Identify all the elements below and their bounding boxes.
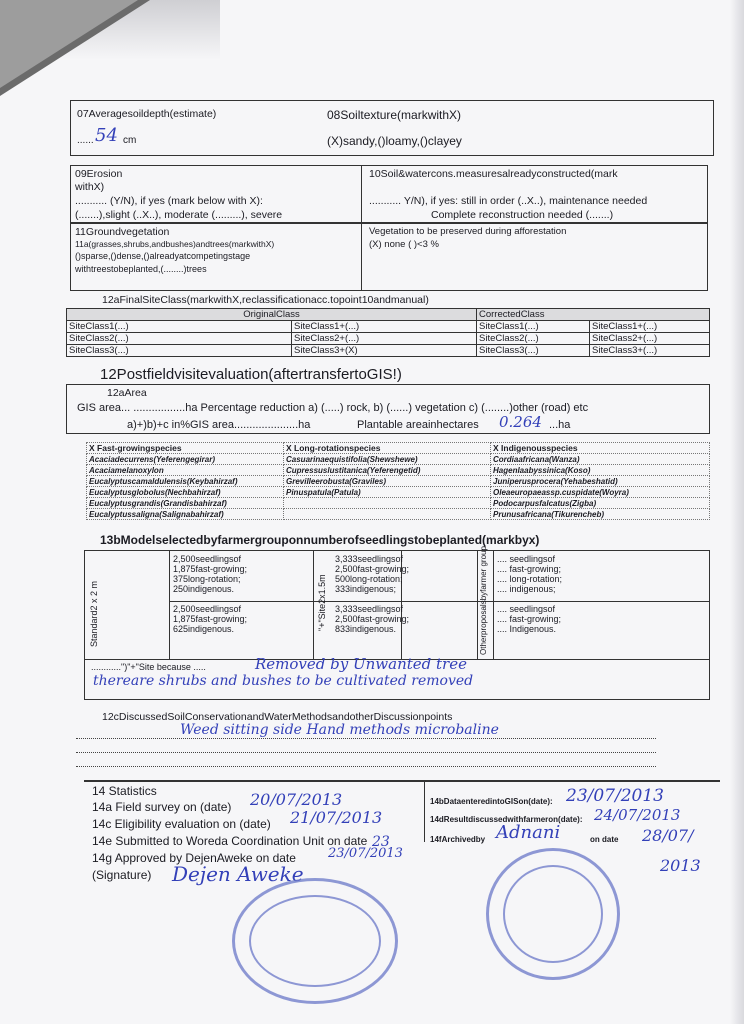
- species-cell: Acaciadecurrens(Yeferengegirar): [87, 454, 284, 465]
- archived-date: 28/07/: [642, 826, 694, 845]
- s09-line2: withX): [75, 181, 105, 193]
- model-line: 3,333seedlingsof: [335, 554, 404, 564]
- table-row: [87, 498, 710, 509]
- species-cell: Podocarpusfalcatus(Zigba): [491, 498, 710, 509]
- section-12-area: [66, 384, 710, 434]
- page-edge-shadow: [730, 0, 744, 1024]
- model-line: .... seedlingsof: [497, 554, 556, 564]
- s07-prefix: ......: [77, 135, 94, 146]
- fast-growing-mark: X: [89, 443, 95, 453]
- s08-label: 08Soiltexture(markwithX): [327, 108, 462, 122]
- s10-line2: ........... Y/N), if yes: still in order (..X..), maintenance needed: [369, 195, 648, 207]
- approved-date: 23/07/2013: [328, 846, 403, 861]
- model-cell: [497, 604, 561, 634]
- plantable-unit: ...ha: [549, 419, 571, 431]
- long-rotation-header: Long-rotationspecies: [294, 443, 381, 453]
- official-stamp-left: [232, 878, 398, 1004]
- s12-area-label: 12aArea: [107, 387, 147, 399]
- species-cell: Eucalyptusglobolus(Nechbahirzaf): [87, 487, 284, 498]
- model-cell: [173, 554, 247, 594]
- indigenous-header: Indigenousspecies: [501, 443, 578, 453]
- species-cell: Grevilleerobusta(Graviles): [284, 476, 491, 487]
- site-class-cell: SiteClass1+(...): [590, 321, 710, 333]
- official-stamp-right: [486, 848, 620, 980]
- s07-label: 07Averagesoildepth(estimate): [77, 108, 217, 120]
- species-cell: Cordiaafricana(Wanza): [491, 454, 710, 465]
- site-class-cell: SiteClass2(...): [67, 333, 292, 345]
- table-row: [67, 333, 710, 345]
- site-class-cell: SiteClass1(...): [67, 321, 292, 333]
- s12-title: 12Postfieldvisitevaluation(aftertransfertoGIS!): [100, 366, 402, 383]
- approved-label: 14g Approved by DejenAweke on date: [92, 851, 296, 865]
- site-class-cell: SiteClass2+(...): [292, 333, 477, 345]
- plantable-label: Plantable areainhectares: [357, 419, 479, 431]
- model-line: .... fast-growing;: [497, 614, 562, 624]
- s07-unit: cm: [123, 135, 137, 146]
- species-cell: Eucalyptuscamaldulensis(Keybahirzaf): [87, 476, 284, 487]
- species-cell: Oleaeuropaeassp.cuspidate(Woyra): [491, 487, 710, 498]
- veg-options: (X) none ( )<3 %: [369, 239, 439, 250]
- species-cell: Eucalyptussaligna(Salignabahirzaf): [87, 509, 284, 520]
- table-row: [87, 476, 710, 487]
- site-class-cell: SiteClass1(...): [477, 321, 590, 333]
- table-row: [67, 345, 710, 357]
- s07-value: 54: [95, 125, 118, 146]
- site-class-cell: SiteClass3(...): [67, 345, 292, 357]
- s11-line2: 11a(grasses,shrubs,andbushes)andtrees(markwithX): [75, 239, 275, 249]
- long-rotation-mark: X: [286, 443, 292, 453]
- s11-line3: ()sparse,()dense,()alreadyatcompetingstage: [75, 251, 251, 261]
- s11-label: 11Groundvegetation: [75, 226, 170, 238]
- s11-line4: withtreestobeplanted,(........)trees: [75, 264, 207, 274]
- section-13b: [84, 546, 710, 700]
- divider: [84, 780, 720, 782]
- corrected-class-header: CorrectedClass: [477, 309, 710, 321]
- page-curl-inner: [0, 0, 138, 88]
- s13b-title: 13bModelselectedbyfarmergrouponnumberofseedlingstobeplanted(markbyx): [100, 533, 540, 547]
- reason-prefix: ............")"+"Site because .....: [91, 662, 206, 672]
- discussion-handwriting: Weed sitting side Hand methods microbaline: [180, 722, 499, 738]
- s09-label: 09Erosion: [75, 168, 123, 180]
- standard-label: Standard2 x 2 m: [89, 580, 99, 647]
- s12-area-line2: a)+)b)+c in%GIS area.....................ha: [127, 419, 311, 431]
- model-cell: [497, 554, 562, 594]
- archived-label: 14fArchivedby: [430, 835, 486, 844]
- model-line: .... indigenous;: [497, 584, 556, 594]
- model-line: 3,333seedlingsof: [335, 604, 404, 614]
- archived-year: 2013: [660, 856, 701, 875]
- s09-line3: ........... (Y/N), if yes (mark below with X):: [75, 195, 263, 207]
- site-class-table: [66, 308, 710, 357]
- s10-line3: Complete reconstruction needed (.......): [431, 209, 614, 221]
- submitted-label: 14e Submitted to Woreda Coordination Unit on date: [92, 834, 368, 848]
- entered-label: 14bDataenteredintoGISon(date):: [430, 797, 553, 806]
- species-header-cell: [284, 443, 491, 454]
- signature-handwriting: Dejen Aweke: [172, 862, 304, 886]
- s09-line4: (.......),slight (..X..), moderate (.........), severe: [75, 209, 283, 221]
- species-cell: Acaciamelanoxylon: [87, 465, 284, 476]
- site-class-cell: SiteClass2(...): [477, 333, 590, 345]
- species-cell: [284, 509, 491, 520]
- reason-handwriting-1: Removed by Unwanted tree: [255, 655, 467, 673]
- model-line: 250indigenous.: [173, 584, 235, 594]
- species-cell: [284, 498, 491, 509]
- species-cell: Pinuspatula(Patula): [284, 487, 491, 498]
- table-row: [87, 465, 710, 476]
- table-row: [67, 321, 710, 333]
- eligibility-date: 21/07/2013: [290, 808, 383, 827]
- species-table: [86, 442, 710, 520]
- model-line: 1,875fast-growing;: [173, 614, 248, 624]
- original-class-header: OriginalClass: [67, 309, 477, 321]
- model-line: 2,500seedlingsof: [173, 554, 242, 564]
- field-survey-label: 14a Field survey on (date): [92, 800, 232, 814]
- s10-label: 10Soil&watercons.measuresalreadyconstructed(mark: [369, 168, 618, 180]
- table-row: [87, 509, 710, 520]
- section-09-10: [70, 165, 708, 223]
- model-line: 2,500seedlingsof: [173, 604, 242, 614]
- species-header-cell: [87, 443, 284, 454]
- reason-handwriting-2: thereare shrubs and bushes to be cultivated removed: [93, 673, 474, 689]
- archived-by: Adnani: [496, 822, 561, 843]
- entered-date: 23/07/2013: [566, 786, 664, 806]
- field-survey-date: 20/07/2013: [250, 790, 343, 809]
- s08-options: (X)sandy,()loamy,()clayey: [327, 134, 462, 148]
- model-line: 625indigenous.: [173, 624, 235, 634]
- discussion-line: [76, 766, 656, 767]
- model-cell: [335, 554, 409, 594]
- site-class-cell: SiteClass1+(...): [292, 321, 477, 333]
- submitted-date: 23: [372, 834, 390, 850]
- site2-label: "+"Site2x1.5m: [317, 574, 327, 631]
- model-line: .... Indigenous.: [497, 624, 557, 634]
- table-row: [87, 487, 710, 498]
- s12-area-line: GIS area... .................ha Percentage reduction a) (.....) rock, b) (......) vegetation c) (........)other (road) etc: [77, 402, 589, 414]
- site-class-cell: SiteClass3+(X): [292, 345, 477, 357]
- species-cell: Cupressuslustitanica(Yeferengetid): [284, 465, 491, 476]
- site-class-cell: SiteClass3(...): [477, 345, 590, 357]
- species-cell: Casuarinaequistifolia(Shewshewe): [284, 454, 491, 465]
- model-line: 375long-rotation;: [173, 574, 241, 584]
- section-11: [70, 223, 708, 291]
- fast-growing-header: Fast-growingspecies: [97, 443, 182, 453]
- archived-on-label: on date: [590, 835, 619, 844]
- species-cell: Juniperusprocera(Yehabeshatid): [491, 476, 710, 487]
- indigenous-mark: X: [493, 443, 499, 453]
- result-label: 14dResultdiscussedwithfarmeron(date):: [430, 815, 583, 824]
- site-class-cell: SiteClass3+(...): [590, 345, 710, 357]
- section-07-08: [70, 100, 714, 156]
- s12a-label: 12aFinalSiteClass(markwithX,reclassificationacc.topoint10andmanual): [102, 294, 429, 306]
- table-row: [87, 454, 710, 465]
- s14-title: 14 Statistics: [92, 784, 157, 798]
- signature-label: (Signature): [92, 868, 152, 882]
- species-cell: Eucalyptusgrandis(Grandisbahirzaf): [87, 498, 284, 509]
- model-line: .... seedlingsof: [497, 604, 556, 614]
- model-line: .... long-rotation;: [497, 574, 563, 584]
- result-date: 24/07/2013: [594, 806, 681, 824]
- model-line: 500long-rotation;: [335, 574, 403, 584]
- species-cell: Hagenlaabyssinica(Koso): [491, 465, 710, 476]
- s12c-label: 12cDiscussedSoilConservationandWaterMethodsandotherDiscussionpoints: [102, 711, 453, 723]
- model-line: 333indigenous;: [335, 584, 397, 594]
- other-proposals-label: Otherproposalsbyfarmer group: [479, 546, 488, 655]
- model-line: 833indigenous.: [335, 624, 397, 634]
- site-class-cell: SiteClass2+(...): [590, 333, 710, 345]
- discussion-line: [76, 738, 656, 739]
- species-cell: Prunusafricana(Tikurencheb): [491, 509, 710, 520]
- model-line: 1,875fast-growing;: [173, 564, 248, 574]
- model-line: .... fast-growing;: [497, 564, 562, 574]
- model-line: 2,500fast-growing;: [335, 564, 410, 574]
- eligibility-label: 14c Eligibility evaluation on (date): [92, 817, 271, 831]
- model-cell: [173, 604, 247, 634]
- veg-label: Vegetation to be preserved during afforestation: [369, 226, 567, 237]
- plantable-value: 0.264: [499, 413, 542, 431]
- model-line: 2,500fast-growing;: [335, 614, 410, 624]
- discussion-line: [76, 752, 656, 753]
- divider: [424, 782, 425, 842]
- species-header-cell: [491, 443, 710, 454]
- model-cell: [335, 604, 409, 634]
